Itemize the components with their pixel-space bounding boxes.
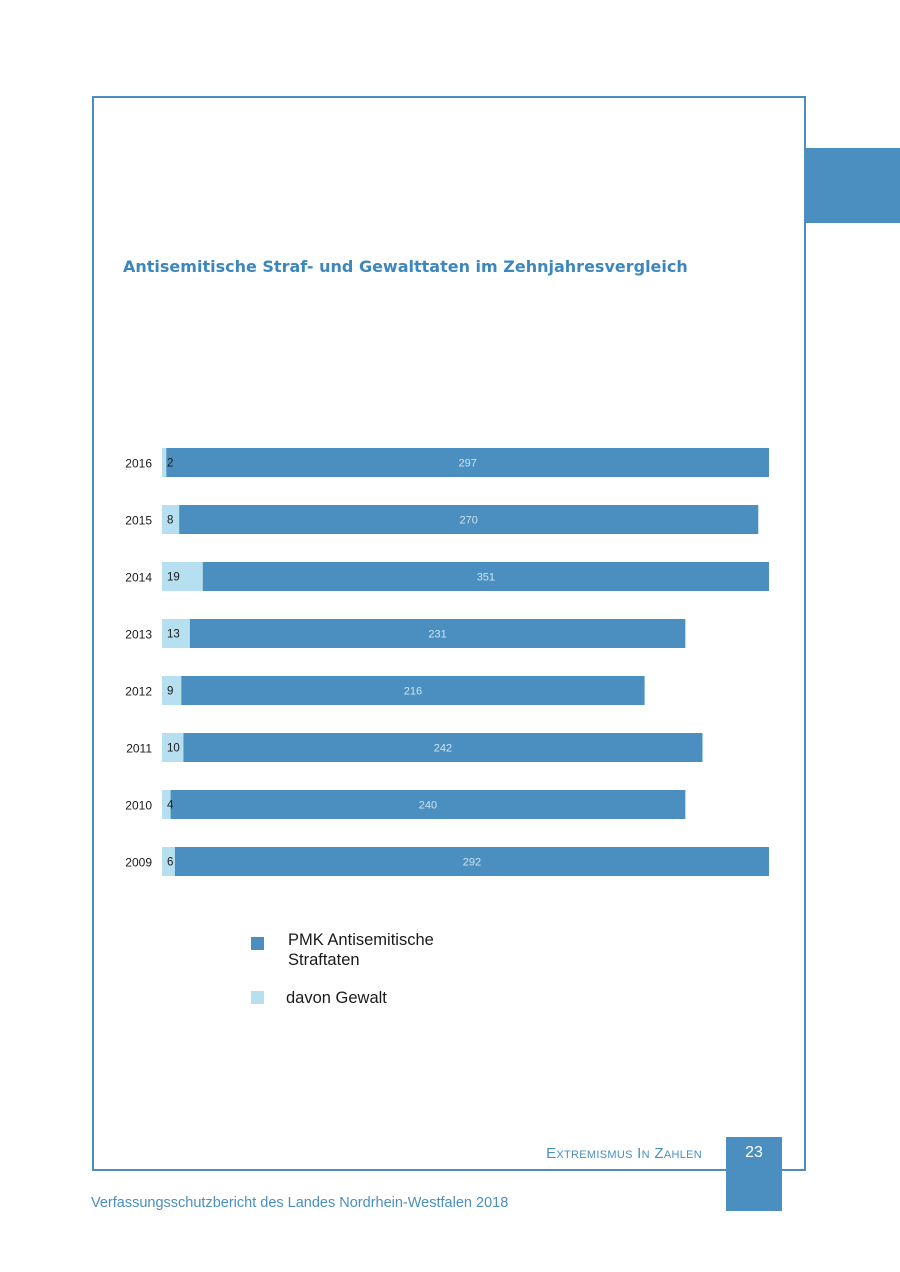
page-number: 23	[745, 1144, 763, 1161]
data-label-total: 231	[428, 628, 447, 641]
footer-section-label: Extremismus In Zahlen	[546, 1145, 702, 1162]
data-label-total: 297	[458, 457, 477, 470]
legend-label-violence: davon Gewalt	[286, 989, 387, 1007]
y-tick-label: 2015	[125, 513, 152, 528]
chart-title: Antisemitische Straf- und Gewalttaten im Zehnjahresvergleich	[123, 257, 688, 276]
legend-label-total: PMK Antisemitische Straftaten	[288, 931, 434, 969]
y-tick-label: 2014	[125, 570, 152, 585]
data-label-violence: 9	[167, 685, 174, 698]
data-label-violence: 4	[167, 799, 174, 812]
data-label-violence: 19	[167, 571, 180, 584]
data-label-total: 240	[418, 799, 438, 812]
y-tick-label: 2010	[125, 798, 152, 813]
y-tick-label: 2013	[125, 627, 152, 642]
y-tick-label: 2009	[125, 855, 152, 870]
legend-swatch-violence	[251, 991, 264, 1004]
data-label-total: 292	[462, 856, 482, 869]
data-label-violence: 8	[167, 514, 174, 527]
data-label-violence: 10	[167, 742, 180, 755]
data-label-total: 351	[476, 571, 496, 584]
document-footer: Verfassungsschutzbericht des Landes Nordrhein-Westfalen 2018	[91, 1195, 509, 1211]
data-label-violence: 6	[167, 856, 174, 869]
data-label-total: 270	[459, 514, 478, 527]
bar-violence	[162, 448, 166, 477]
data-label-violence: 2	[167, 457, 174, 470]
data-label-total: 216	[403, 685, 423, 698]
legend-swatch-total	[251, 937, 264, 950]
data-label-total: 242	[433, 742, 453, 755]
y-tick-label: 2011	[126, 741, 152, 756]
y-tick-label: 2016	[125, 456, 152, 471]
data-label-violence: 13	[167, 628, 180, 641]
y-tick-label: 2012	[125, 684, 152, 699]
page-number-box	[726, 1137, 782, 1211]
